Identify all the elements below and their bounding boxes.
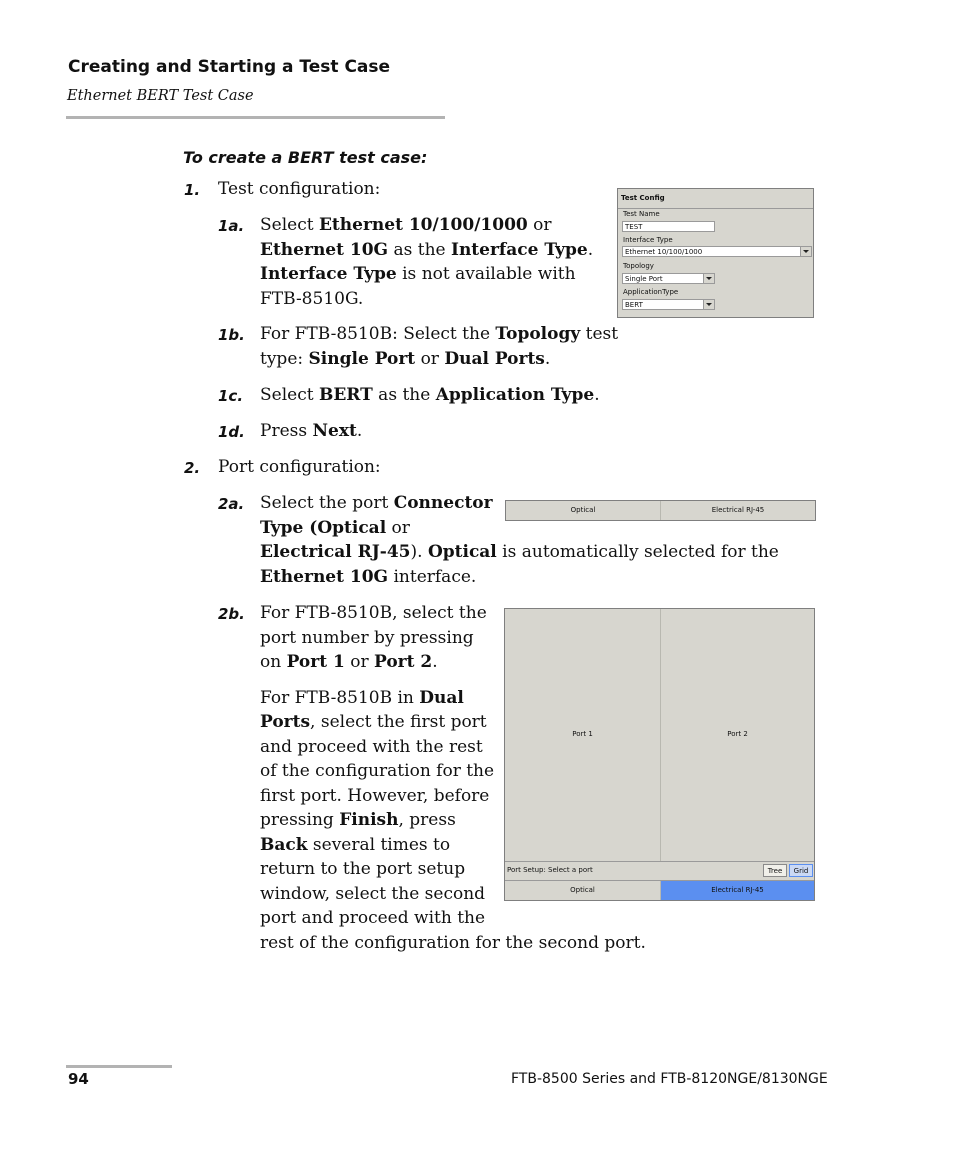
test-config-titlebar (618, 189, 813, 209)
connector-type-bar (505, 500, 816, 521)
step-1d-text: Press Next. (260, 421, 363, 441)
status-text: Port Setup: Select a port (507, 866, 593, 874)
step-text: Test configuration: (218, 179, 381, 199)
chevron-down-icon[interactable] (703, 274, 714, 283)
interface-type-label: Interface Type (623, 236, 673, 244)
step-number: 1d. (218, 423, 245, 441)
test-config-title: Test Config (621, 194, 665, 202)
step-number: 1a. (218, 217, 245, 235)
optical-button[interactable]: Optical (506, 501, 661, 520)
grid-button[interactable]: Grid (789, 864, 813, 877)
step-number: 1b. (218, 326, 245, 344)
step-number: 1. (184, 181, 201, 199)
step-number: 1c. (218, 387, 244, 405)
step-number: 2. (184, 459, 201, 477)
topology-select[interactable]: Single Port (622, 273, 715, 284)
electrical-rj45-button-selected[interactable]: Electrical RJ-45 (661, 881, 814, 900)
test-name-input[interactable]: TEST (622, 221, 715, 232)
port-setup-panel (504, 608, 815, 901)
footer-product: FTB-8500 Series and FTB-8120NGE/8130NGE (511, 1071, 828, 1087)
tree-button[interactable]: Tree (763, 864, 787, 877)
application-type-select[interactable]: BERT (622, 299, 715, 310)
application-type-label: ApplicationType (623, 288, 679, 296)
status-bar (505, 861, 814, 881)
topology-label: Topology (623, 262, 654, 270)
step-2a-text: Select the port Connector Type (Optical or Electrical RJ-45). Optical is automatically selected for the Ethernet 10G interface. (260, 493, 779, 587)
step-text: Port configuration: (218, 457, 381, 477)
chevron-down-icon[interactable] (800, 247, 811, 256)
step-1b-text: For FTB-8510B: Select the Topology test type: Single Port or Dual Ports. (260, 324, 619, 369)
optical-button[interactable]: Optical (505, 881, 661, 900)
page-number: 94 (68, 1070, 89, 1088)
step-2b-text: For FTB-8510B, select the port number by pressing on Port 1 or Port 2. For FTB-8510B in Dual Ports, select the first port and proceed with the rest of the configuration for the first port. However, before pressing Finish, press Back several times to return to the port setup window, select the second port and proceed with the rest of the configuration for the second port. (260, 603, 646, 953)
step-number: 2b. (218, 605, 245, 623)
port-1-button[interactable]: Port 1 (505, 609, 661, 861)
port-2-button[interactable]: Port 2 (727, 730, 748, 738)
procedure-heading: To create a BERT test case: (183, 148, 428, 167)
test-name-label: Test Name (623, 210, 660, 218)
interface-type-select[interactable]: Ethernet 10/100/1000 (622, 246, 812, 257)
footer-rule (66, 1065, 172, 1068)
chevron-down-icon[interactable] (703, 300, 714, 309)
test-config-panel (617, 188, 814, 318)
step-number: 2a. (218, 495, 245, 513)
step-1a-text: Select Ethernet 10/100/1000 or Ethernet 10G as the Interface Type. Interface Type is not available with FTB-8510G. (260, 215, 594, 309)
step-1c-text: Select BERT as the Application Type. (260, 385, 600, 405)
chapter-title: Creating and Starting a Test Case (68, 57, 391, 77)
header-rule (66, 116, 445, 119)
electrical-rj45-button[interactable]: Electrical RJ-45 (711, 506, 765, 514)
section-subtitle: Ethernet BERT Test Case (67, 88, 254, 104)
